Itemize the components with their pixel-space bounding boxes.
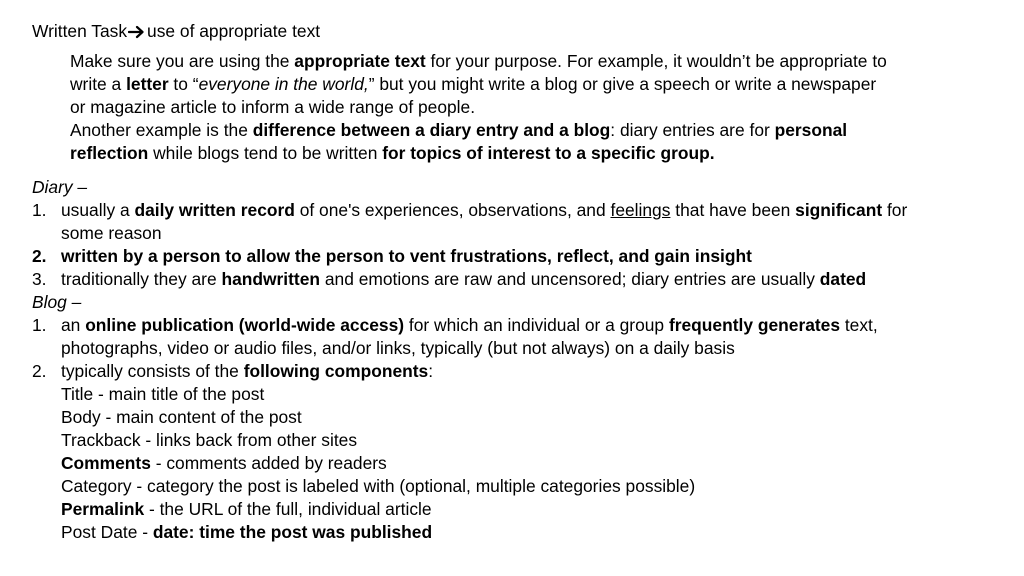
diary-item-2: written by a person to allow the person to vent frustrations, reflect, and gain insight: [61, 246, 752, 266]
component-body: Body - main content of the post: [61, 407, 302, 427]
component-post-date: Post Date - date: time the post was published: [61, 522, 433, 542]
blog-item-1-number: 1.: [32, 315, 47, 335]
diary-item-3: traditionally they are handwritten and emotions are raw and uncensored; diary entries are usually dated: [61, 269, 867, 289]
component-trackback: Trackback - links back from other sites: [61, 430, 358, 450]
diary-item-1-cont: some reason: [61, 223, 162, 243]
diary-item-1-number: 1.: [32, 200, 47, 220]
component-category: Category - category the post is labeled with (optional, multiple categories possible): [61, 476, 696, 496]
diary-item-1: usually a daily written record of one's experiences, observations, and feelings that have been significant for: [61, 200, 908, 220]
diary-heading: Diary –: [32, 177, 88, 197]
blog-item-2: typically consists of the following components:: [61, 361, 434, 381]
page-title: Written Task use of appropriate text: [32, 21, 321, 41]
component-title: Title - main title of the post: [61, 384, 265, 404]
intro-line-1: Make sure you are using the appropriate text for your purpose. For example, it wouldn’t be appropriate to: [70, 51, 887, 71]
right-arrow-icon: [128, 25, 145, 39]
blog-item-1: an online publication (world-wide access) for which an individual or a group frequently generates text,: [61, 315, 878, 335]
blog-item-1-cont: photographs, video or audio files, and/or links, typically (but not always) on a daily basis: [61, 338, 735, 358]
intro-line-3: or magazine article to inform a wide range of people.: [70, 97, 476, 117]
component-permalink: Permalink - the URL of the full, individual article: [61, 499, 432, 519]
blog-heading: Blog –: [32, 292, 82, 312]
blog-item-2-number: 2.: [32, 361, 47, 381]
intro-line-2: write a letter to “everyone in the world,” but you might write a blog or give a speech or write a newspaper: [70, 74, 877, 94]
component-comments: Comments - comments added by readers: [61, 453, 387, 473]
intro-line-5: reflection while blogs tend to be written for topics of interest to a specific group.: [70, 143, 715, 163]
diary-item-2-number: 2.: [32, 246, 47, 266]
intro-line-4: Another example is the difference between a diary entry and a blog: diary entries are for personal: [70, 120, 848, 140]
diary-item-3-number: 3.: [32, 269, 47, 289]
